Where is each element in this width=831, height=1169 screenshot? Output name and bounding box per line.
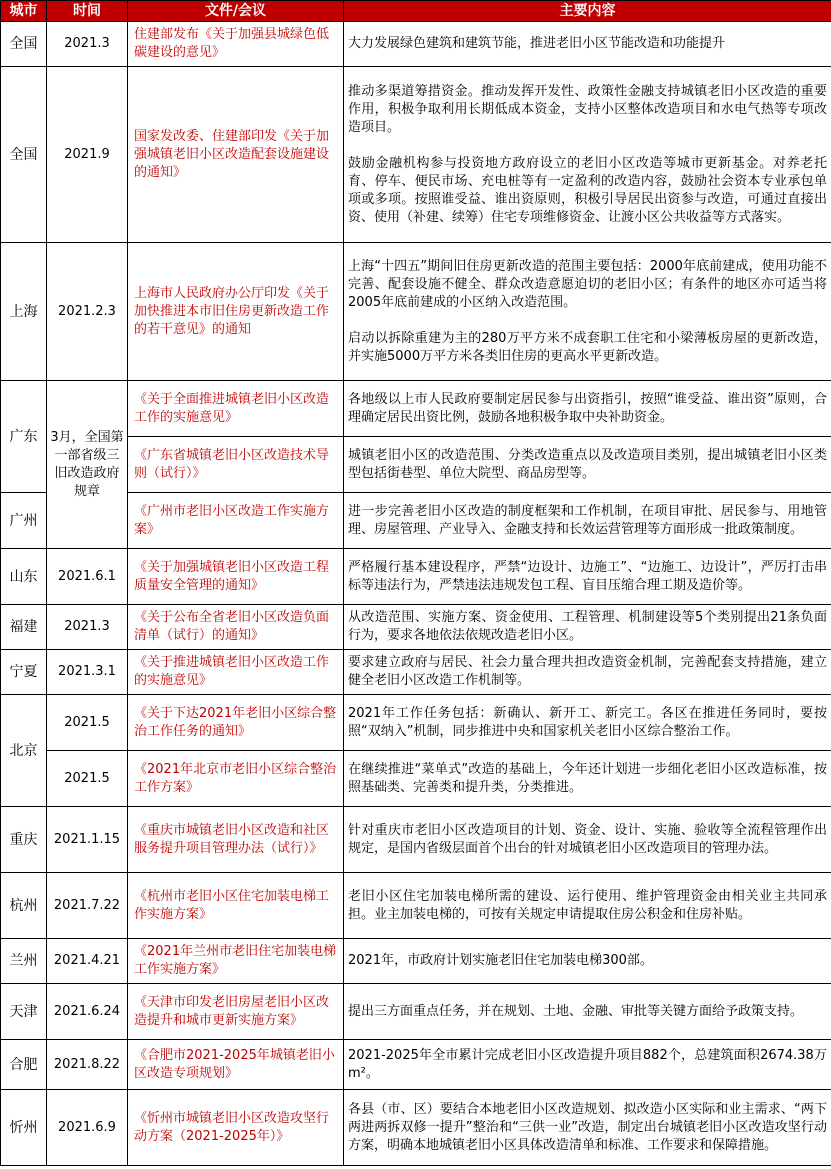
content-text: 各县（市、区）要结合本地老旧小区改造规划、拟改造小区实际和业主需求、“两下两进两拆双修一提升”整治和“三供一业”改造，制定出台城镇老旧小区改造攻坚行动方案，明确本地城镇老旧小区具体改造清单和标准、工作要求和保障措施。 [348,1101,827,1153]
city-cell: 宁夏 [1,650,47,695]
time-cell: 2021.4.21 [47,939,128,984]
content-cell [344,873,831,939]
header-row [1,1,831,22]
document-cell: 《关于全面推进城镇老旧小区改造工作的实施意见》 [128,381,344,437]
content-cell [344,751,831,807]
document-cell: 住建部发布《关于加强县城绿色低碳建设的意见》 [128,22,344,67]
document-cell: 上海市人民政府办公厅印发《关于加快推进本市旧住房更新改造工作的若干意见》的通知 [128,243,344,381]
city-cell: 重庆 [1,807,47,873]
content-cell [344,939,831,984]
header-city: 城市 [1,1,47,22]
document-cell: 《2021年兰州市老旧住宅加装电梯工作实施方案》 [128,939,344,984]
table-row [1,939,831,984]
header-time: 时间 [47,1,128,22]
content-text: 提出三方面重点任务，并在规划、土地、金融、审批等关键方面给予政策支持。 [348,1003,804,1019]
table-row [1,650,831,695]
content-text: 要求建立政府与居民、社会力量合理共担改造资金机制，完善配套支持措施，建立健全老旧小区改造工作机制等。 [348,655,827,688]
time-cell: 2021.6.24 [47,984,128,1040]
city-cell: 广州 [1,493,47,549]
city-cell: 兰州 [1,939,47,984]
content-cell [344,22,831,67]
content-paragraph: 启动以拆除重建为主的280万平方米不成套职工住宅和小梁薄板房屋的更新改造，并实施5000万平方米各类旧住房的更高水平更新改造。 [348,330,827,364]
table-row [1,381,831,437]
content-text: 大力发展绿色建筑和建筑节能，推进老旧小区节能改造和功能提升 [348,36,726,51]
content-text: 2021年，市政府计划实施老旧住宅加装电梯300部。 [348,953,653,968]
content-text: 严格履行基本建设程序，严禁“边设计、边施工”、“边施工、边设计”，严厉打击串标等违法行为，严禁违法违规发包工程、盲目压缩合理工期及造价等。 [348,559,827,593]
table-row [1,22,831,67]
document-cell: 《广州市老旧小区改造工作实施方案》 [128,493,344,549]
content-cell [344,984,831,1040]
table-row [1,549,831,605]
time-cell: 2021.3.1 [47,650,128,695]
time-cell: 2021.7.22 [47,873,128,939]
header-document: 文件/会议 [128,1,344,22]
content-cell [344,695,831,751]
content-paragraph: 鼓励金融机构参与投资地方政府设立的老旧小区改造等城市更新基金。对养老托育、停车、便民市场、充电桩等有一定盈利的改造内容，鼓励社会资本专业承包单项或多项。按照谁受益、谁出资原则，积极引导居民出资参与改造，可通过直接出资、使用（补建、续筹）住宅专项维修资金、让渡小区公共收益等方式落实。 [348,155,827,225]
content-cell [344,437,831,493]
content-text: 针对重庆市老旧小区改造项目的计划、资金、设计、实施、验收等全流程管理作出规定，是国内省级层面首个出台的针对城镇老旧小区改造项目的管理办法。 [348,822,827,856]
content-cell [344,549,831,605]
document-cell: 《2021年北京市老旧小区综合整治工作方案》 [128,751,344,807]
table-row [1,67,831,243]
document-cell: 《关于下达2021年老旧小区综合整治工作任务的通知》 [128,695,344,751]
table-row [1,807,831,873]
header-content: 主要内容 [344,1,831,22]
table-row [1,243,831,381]
content-text: 各地级以上市人民政府要制定居民参与出资指引，按照“谁受益、谁出资”原则，合理确定居民出资比例，鼓励各地积极争取中央补助资金。 [348,391,827,425]
table-row [1,1090,831,1166]
content-cell [344,381,831,437]
content-cell [344,1090,831,1166]
content-cell [344,493,831,549]
time-cell: 2021.5 [47,695,128,751]
city-cell: 天津 [1,984,47,1040]
time-cell: 3月，全国第一部省级三旧改造政府规章 [47,381,128,549]
time-cell: 2021.9 [47,67,128,243]
city-cell: 合肥 [1,1040,47,1090]
content-cell [344,605,831,650]
time-cell: 2021.6.1 [47,549,128,605]
table-row [1,751,831,807]
table-row [1,984,831,1040]
content-cell [344,243,831,381]
city-cell: 广东 [1,381,47,493]
document-cell: 《关于加强城镇老旧小区改造工程质量安全管理的通知》 [128,549,344,605]
document-cell: 《忻州市城镇老旧小区改造攻坚行动方案（2021-2025年）》 [128,1090,344,1166]
time-cell: 2021.2.3 [47,243,128,381]
city-cell: 忻州 [1,1090,47,1166]
table-row [1,1040,831,1090]
document-cell: 《合肥市2021-2025年城镇老旧小区改造专项规划》 [128,1040,344,1090]
city-cell: 福建 [1,605,47,650]
city-cell: 北京 [1,695,47,807]
time-cell: 2021.3 [47,22,128,67]
content-text: 老旧小区住宅加装电梯所需的建设、运行使用、维护管理资金由相关业主共同承担。业主加装电梯的，可按有关规定申请提取住房公积金和住房补贴。 [348,888,827,922]
content-cell [344,650,831,695]
content-cell [344,807,831,873]
document-cell: 《关于公布全省老旧小区改造负面清单（试行）的通知》 [128,605,344,650]
city-cell: 全国 [1,67,47,243]
content-text: 城镇老旧小区的改造范围、分类改造重点以及改造项目类别，提出城镇老旧小区类型包括街巷型、单位大院型、商品房型等。 [348,447,827,481]
city-cell: 山东 [1,549,47,605]
content-text: 进一步完善老旧小区改造的制度框架和工作机制，在项目审批、居民参与、用地管理、房屋管理、产业导入、金融支持和长效运营管理等方面形成一批政策制度。 [348,503,827,537]
content-cell [344,67,831,243]
content-paragraph: 上海“十四五”期间旧住房更新改造的范围主要包括：2000年底前建成，使用功能不完善、配套设施不健全、群众改造意愿迫切的老旧小区；有条件的地区亦可适当将2005年底前建成的小区纳入改造范围。 [348,258,827,310]
content-text: 在继续推进“菜单式”改造的基础上，今年还计划进一步细化老旧小区改造标准，按照基础类、完善类和提升类，分类推进。 [348,761,827,795]
content-text: 2021年工作任务包括：新确认、新开工、新完工。各区在推进任务同时，要按照“双纳入”机制，同步推进中央和国家机关老旧小区综合整治工作。 [348,705,827,739]
city-cell: 上海 [1,243,47,381]
document-cell: 《重庆市城镇老旧小区改造和社区服务提升项目管理办法（试行）》 [128,807,344,873]
city-cell: 杭州 [1,873,47,939]
table-row [1,605,831,650]
time-cell: 2021.3 [47,605,128,650]
time-cell: 2021.8.22 [47,1040,128,1090]
content-text: 从改造范围、实施方案、资金使用、工程管理、机制建设等5个类别提出21条负面行为，要求各地依法依规改造老旧小区。 [348,610,827,643]
time-cell: 2021.1.15 [47,807,128,873]
content-cell [344,1040,831,1090]
content-paragraph: 推动多渠道筹措资金。推动发挥开发性、政策性金融支持城镇老旧小区改造的重要作用，积极争取利用长期低成本资金，支持小区整体改造项目和水电气热等专项改造项目。 [348,83,827,135]
document-cell: 《天津市印发老旧房屋老旧小区改造提升和城市更新实施方案》 [128,984,344,1040]
time-cell: 2021.6.9 [47,1090,128,1166]
document-cell: 国家发改委、住建部印发《关于加强城镇老旧小区改造配套设施建设的通知》 [128,67,344,243]
table-row [1,873,831,939]
time-cell: 2021.5 [47,751,128,807]
content-text: 2021-2025年全市累计完成老旧小区改造提升项目882个，总建筑面积2674.38万m²。 [348,1047,827,1081]
document-cell: 《广东省城镇老旧小区改造技术导则（试行）》 [128,437,344,493]
city-cell: 全国 [1,22,47,67]
document-cell: 《杭州市老旧小区住宅加装电梯工作实施方案》 [128,873,344,939]
document-cell: 《关于推进城镇老旧小区改造工作的实施意见》 [128,650,344,695]
table-row [1,695,831,751]
